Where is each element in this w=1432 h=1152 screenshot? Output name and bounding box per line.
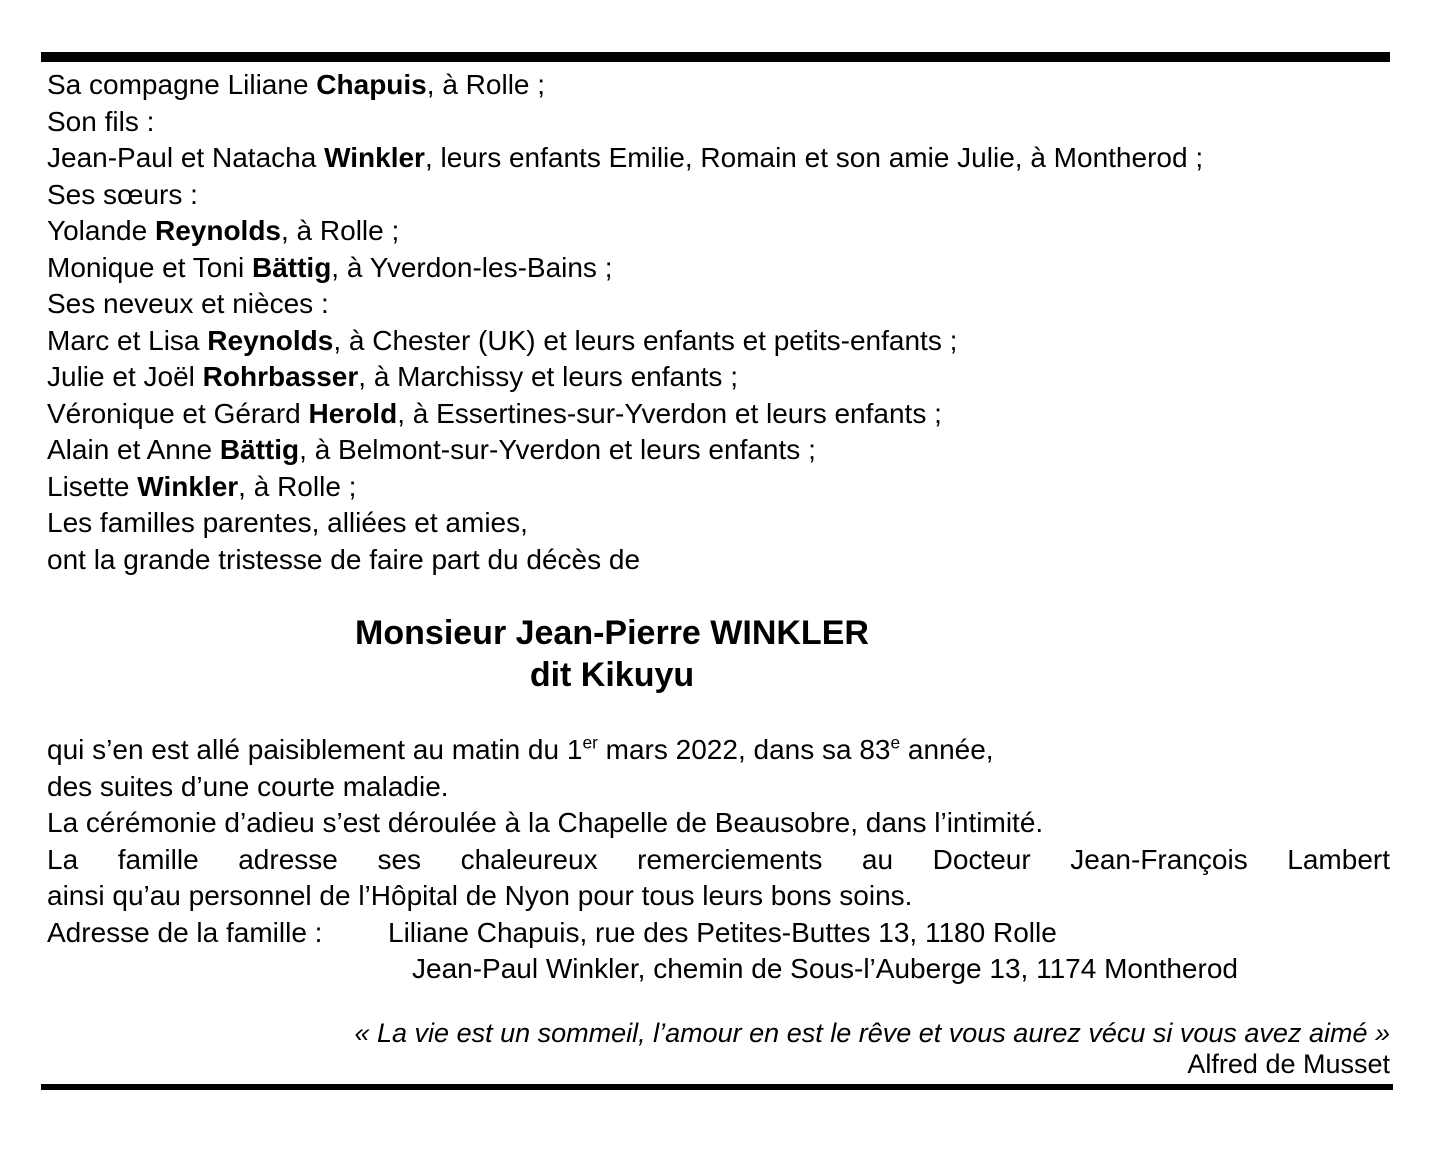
notice-line-death-date: qui s’en est allé paisiblement au matin du 1er mars 2022, dans sa 83e année, <box>47 732 994 765</box>
family-line-8: Marc et Lisa Reynolds, à Chester (UK) et leurs enfants et petits-enfants ; <box>47 324 958 356</box>
notice-content <box>47 67 1390 1080</box>
bottom-rule <box>41 1084 1393 1090</box>
top-rule <box>41 52 1390 62</box>
address-line-1: Liliane Chapuis, rue des Petites-Buttes 13, 1180 Rolle <box>388 916 1057 948</box>
family-line-9: Julie et Joël Rohrbasser, à Marchissy et leurs enfants ; <box>47 361 738 392</box>
superscript-e: e <box>890 732 901 753</box>
notice-paragraph <box>47 732 1390 988</box>
address-label: Adresse de la famille : <box>47 916 323 948</box>
family-line-3: Jean-Paul et Natacha Winkler, leurs enfants Emilie, Romain et son amie Julie, à Montherod ; <box>47 142 1204 173</box>
notice-line-illness: des suites d’une courte maladie. <box>47 770 449 802</box>
notice-line-thanks-1: La famille adresse ses chaleureux remerciements au Docteur Jean-François Lambert <box>47 843 1390 875</box>
family-line-11: Alain et Anne Bättig, à Belmont-sur-Yverdon et leurs enfants ; <box>47 434 816 465</box>
address-line-2: Jean-Paul Winkler, chemin de Sous-l’Auberge 13, 1174 Montherod <box>412 953 1238 984</box>
deceased-nickname: dit Kikuyu <box>529 656 695 694</box>
superscript-er: er <box>582 732 598 753</box>
family-line-2: Son fils : <box>47 105 155 137</box>
notice-line-ceremony: La cérémonie d’adieu s’est déroulée à la Chapelle de Beausobre, dans l’intimité. <box>47 807 1044 838</box>
family-list <box>47 67 1390 578</box>
quote-text: « La vie est un sommeil, l’amour en est le rêve et vous aurez vécu si vous avez aimé » <box>354 1017 1390 1048</box>
family-line-7: Ses neveux et nièces : <box>47 288 329 319</box>
address-row <box>47 915 1390 952</box>
notice-line-thanks-2: ainsi qu’au personnel de l’Hôpital de Nyon pour tous leurs bons soins. <box>47 880 913 911</box>
quote-section <box>47 1018 1390 1080</box>
family-line-6: Monique et Toni Bättig, à Yverdon-les-Bains ; <box>47 251 613 283</box>
family-line-10: Véronique et Gérard Herold, à Essertines-sur-Yverdon et leurs enfants ; <box>47 397 942 429</box>
deceased-title-block <box>47 612 1177 696</box>
family-line-13: Les familles parentes, alliées et amies, <box>47 507 528 538</box>
family-line-12: Lisette Winkler, à Rolle ; <box>47 470 357 502</box>
family-line-5: Yolande Reynolds, à Rolle ; <box>47 215 400 246</box>
family-line-4: Ses sœurs : <box>47 178 198 210</box>
family-line-1: Sa compagne Liliane Chapuis, à Rolle ; <box>47 69 546 100</box>
quote-author: Alfred de Musset <box>1187 1048 1390 1079</box>
deceased-name: Monsieur Jean-Pierre WINKLER <box>355 614 869 652</box>
family-line-14: ont la grande tristesse de faire part du décès de <box>47 543 641 575</box>
